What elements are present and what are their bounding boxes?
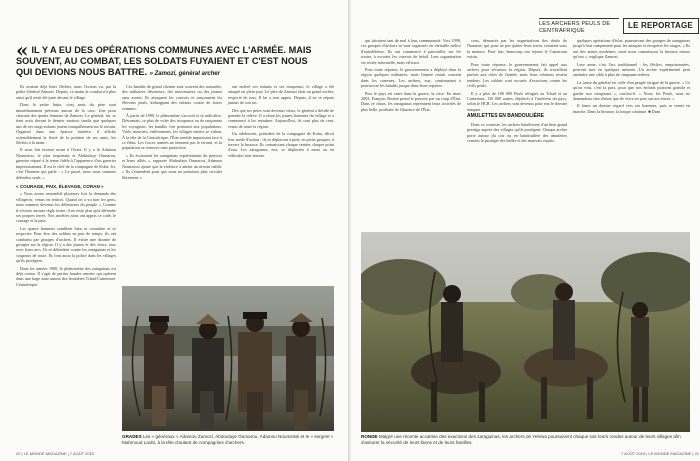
- right-page: [351, 0, 700, 461]
- article-column-5: [467, 38, 567, 228]
- photo-caption-left: GRADES Les « généraux » Adamou Zamozi, Abdoulaye Oumarou, Adamou Noumsissi et le « sergent » Mahmoud Laobi, à la tête d'autant de compagnies d'archers.: [122, 434, 334, 445]
- folio-right: 7 AOÛT 2010 | LE MONDE MAGAZINE | 21: [621, 451, 700, 456]
- paragraph: qui faisaient tant de mal à leur communauté. Vers 1998, ces groupes d'archers se sont organisés en véritable milice d'autodéfense. Ils ont commencé à patrouiller sur les routes, à escorter les convois de bétail. Leur organisation est restée informelle, mais efficace.: [361, 38, 461, 65]
- paragraph: Pour toute réponse, le gouvernement a déployé dans la région quelques militaires, mais l'armée restait souvent dans les casernes. Les archers, eux, continuaient à poursuivre les bandits jusque dans leurs repaires.: [361, 67, 461, 89]
- article-column-4: [361, 38, 461, 228]
- paragraph: Un adolescent, président de la compagnie de Koba, décrit leur mode d'action : ils se déplacent à pied, en petits groupes, à travers la brousse. Ils connaissent chaque sentier, chaque point d'eau. Les zaraguinas, eux, se déplacent à moto ou en véhicules tout-terrain.: [228, 131, 334, 158]
- archers-patrol-illustration: [361, 232, 690, 432]
- article-column-6: [573, 38, 690, 228]
- paragraph: À partir de 1990, le phénomène s'accroît et se radicalise. Désormais, ce plus de voler des troupeaux ou de rançonner les voyageurs, les bandits s'en prennent aux populations. Viols, meurtres, enlèvements, les villages entiers se vident. À la tête de la Centrafrique, l'État semble impuissant face à ce fléau. Les forces armées ne tiennent pas le terrain, et la population se retrouve sans protection.: [122, 113, 222, 151]
- paragraph: Leur arme, c'est l'arc traditionnel : les flèches, empoisonnées, peuvent tuer en quelques minutes. Un archer expérimenté peut atteindre une cible à plus de cinquante mètres.: [573, 61, 690, 78]
- subhead-courage: « COURAGE, PAIX, ÉLEVAGE, CORAN »: [16, 183, 104, 189]
- paragraph: Il nous fait revenir avant à l'écart. Il y a là Adamou Noumsissi, le plus important et Abdoulaye Oumarou, guerrier réputé à la tenue fidèle à l'apparence d'un guerrier impressionnant. Il est le chef de la compagnie de Koba. Ici, c'est l'homme qui parle : « Le passé, nous nous sommes défendus seuls. »: [16, 147, 116, 180]
- paragraph: Pour toute réponse, le gouvernement fait appel aux archers pour sécuriser la région. Depuis, ils travaillent parfois aux côtés de l'armée, mais leurs relations restent tendues. Les soldats sont accusés d'exactions contre les civils peuls.: [467, 61, 567, 89]
- paragraph: Dans ce contexte, les archers bénéficient d'un bien grand prestige auprès des villages qu'ils protègent. Chaque archer porte autour du cou ou en bandoulière des amulettes censées le protéger des balles et des mauvais esprits.: [467, 121, 567, 143]
- paragraph: Dans les années 1980, le phénomène des zaraguinas est déjà connu. Il s'agit de petites bandes armées qui opèrent dans une large zone autour des frontières Tchad-Cameroun-Centrafrique.: [16, 265, 116, 287]
- pull-quote: [16, 38, 326, 80]
- article-column-2: [122, 84, 222, 284]
- paragraph: « Nous avons rassemblé plusieurs fois la demande des villageois, venus en renfort. Quand on a vu tuer les gens, nous sommes devenus les défenseurs du peuple. » Comme il n'existe aucune règle écrite, il ne reste plus qu'à défendre ses propres terres. Nos ancêtres nous ont appris ce code, le courage et la paix.: [16, 191, 116, 224]
- paragraph: Ils avaient déjà leurs flèches, nous l'avions vu, par la petite Général Zamozi. Depuis, ce matin le combat n'a plus ainsi qu'il avait été juste devant le village.: [16, 84, 116, 100]
- paragraph: Les quatre hommes semblent bien se connaître et se respecter. Pour être des soldats en peu de temps, ils ont combattu par groupes d'archers. Il existe une dizaine de groupes sur la région. Il y a des jeunes et des vieux, tous avec leurs arcs. Ils se défendent contre les zaraguinas et les coupeurs de route. Ils font aussi la police dans les villages qu'ils protègent.: [16, 225, 116, 264]
- paragraph: ceux, dénoncés par les organisations des droits de l'homme, qui, pour ne pas quitter leurs terres, restaient sous la menace. Pour fuir, beaucoup ont rejoint le Cameroun voisin.: [467, 38, 567, 60]
- paragraph: Ces bandits de grand chemin sont souvent des nomades, des militaires déserteurs, des mercenaires ou des jeunes sans avenir. Ils attaquent les convois et rançonnent les éleveurs peuls, kidnappant des enfants contre de fortes sommes.: [122, 84, 222, 111]
- quote-mark-icon: «: [16, 38, 29, 62]
- photo-archers-patrol: [361, 232, 690, 432]
- photo-caption-right: RONDE Malgré une récente accalmie des exactions des zaraguinas, les archers de Yelewa poursuivent chaque soir leurs rondes autour de leurs villages afin d'assurer la sécurité de leurs biens et de leurs familles.: [361, 434, 681, 445]
- paragraph: Dans la petite hutte, cinq amis du père sont immédiatement présents autour de la case. Une pour chacune des quatre femmes de Zamozi. Le général, lui, se tient assis devant le dernier maison, tandis que quelques uns de ses vingt enfants jouent tranquillement sur le terrain. Organisé dans une épaisse barrière, il affiche ostensiblement la fierté de la poitrine de ses amis, les flèches à la main.: [16, 102, 117, 146]
- photo-archers-group: [122, 286, 334, 431]
- left-page: [0, 0, 349, 461]
- pull-quote-attribution: » Zamozi, général archer: [149, 71, 220, 77]
- paragraph: « Ils écrasaient les zaraguinas représentants du pouvoir et leurs alliés », rapporte Abdoulaye Oumarou. Adamou Noumsissi ajoute que la violence a atteint un niveau inédit. « Ils s'entendent pour que nous ne puissions plus circuler librement. »: [122, 152, 222, 180]
- paragraph: Il lance un dernier regard vers ses hommes, puis se remet en marche. Dans la brousse, la traque continue. ■ Dans: [573, 103, 690, 114]
- article-column-1: [16, 84, 116, 419]
- subhead-amulettes: AMULETTES EN BANDOULIÈRE: [467, 113, 544, 120]
- paragraph: Il y a plus de 100 000 Peuls réfugiés au Tchad et au Cameroun, 136 000 autres, déplacés à l'intérieur du pays, selon le HCR. Les archers sont devenus pour eux le dernier rempart.: [467, 90, 567, 112]
- running-head-section: LE REPORTAGE: [623, 18, 699, 34]
- running-head-topic: LES ARCHERS PEULS DE CENTRAFRIQUE: [539, 18, 619, 35]
- paragraph: Puis le pays est entré dans la guerre, la crise. En mars 2003, François Bozizé prend le pouvoir par un coup d'État. Dans ce chaos, les zaraguinas reprennent leurs activités de plus belle, profitant de l'absence de l'État.: [361, 90, 461, 112]
- paragraph: quelques opérations d'éclat, poursuivant des groupes de zaraguinas jusqu'à leur campement pour les attaquer et récupérer les otages. « Ils ont des armes modernes, mais nous connaissons la brousse mieux qu'eux », explique Zamozi.: [573, 38, 690, 60]
- folio-left: 20 | LE MONDE MAGAZINE | 7 AOÛT 2010: [16, 451, 95, 456]
- article-column-3: [228, 84, 334, 284]
- paragraph: Dès que ses pères sont devenus vieux, le général a décidé de prendre la relève. Il a réuni les jeunes hommes du village et a commencé à les entraîner. Aujourd'hui, ils sont plus de cent, venus de toute la région.: [228, 107, 334, 129]
- paragraph: ont enlevé ses enfants et ses troupeaux, le village a été attaqué en plein jour. Le père de Zamozi était un grand archer, respecté de tous. Il lui a tout appris. Depuis, il ne se sépare jamais de son arc.: [228, 84, 334, 106]
- archers-group-illustration: [122, 286, 334, 431]
- pull-quote-text: IL Y A EU DES OPÉRATIONS COMMUNES AVEC L'ARMÉE. MAIS SOUVENT, AU COMBAT, LES SOLDATS FUYAIENT ET C'EST NOUS QUI DEVIONS NOUS BATTRE.: [16, 45, 312, 77]
- paragraph: La cause du général est celle d'un peuple fatigué de la guerre. « Ce qu'on veut, c'est la paix, pour que nos enfants puissent grandir et garder nos troupeaux », conclut-il. « Nous, les Peuls, nous ne demandons rien d'autre que de vivre en paix sur nos terres. »: [573, 79, 690, 102]
